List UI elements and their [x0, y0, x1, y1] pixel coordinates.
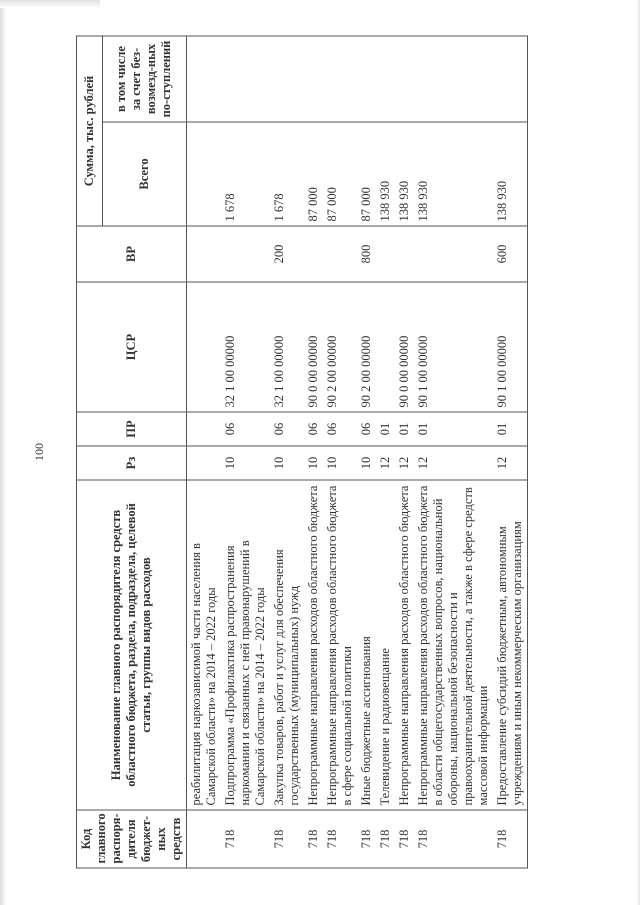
cell-rz: 10	[357, 446, 376, 480]
cell-total: 138 930	[493, 122, 528, 226]
cell-csr: 90 2 00 00000	[323, 282, 357, 412]
cell-pr: 01	[376, 412, 395, 446]
cell-code: 718	[270, 810, 304, 868]
table-row	[395, 36, 414, 868]
col-header-code: Код главного распоря-дителя бюджет-ных средств	[77, 810, 187, 868]
scan-shadow-top	[0, 0, 100, 8]
col-header-sum-group: Сумма, тыс. рублей	[77, 36, 103, 226]
cell-pr	[187, 412, 222, 446]
cell-total: 138 930	[376, 122, 395, 226]
cell-gratis	[187, 36, 222, 122]
cell-rz: 10	[221, 446, 270, 480]
cell-name: Непрограммные направления расходов областного бюджета в области общегосударственных вопросов, национальной обороны, национальной безопасности и правоохранительной деятельности, а также в сфере средств массовой информации	[414, 480, 493, 810]
cell-pr: 06	[323, 412, 357, 446]
cell-code: 718	[376, 810, 395, 868]
table-header-row	[77, 36, 103, 868]
cell-vr: 800	[357, 226, 376, 282]
scan-shadow-right	[636, 0, 640, 905]
cell-name: Предоставление субсидий бюджетным, автономным учреждениям и иным некоммерческим организациям	[493, 480, 528, 810]
cell-code	[187, 810, 222, 868]
cell-pr: 06	[270, 412, 304, 446]
cell-csr: 90 0 00 00000	[304, 282, 323, 412]
table-row	[357, 36, 376, 868]
budget-table	[76, 36, 528, 869]
cell-rz: 10	[323, 446, 357, 480]
cell-csr: 90 1 00 00000	[414, 282, 493, 412]
table-row	[414, 36, 493, 868]
cell-name: Подпрограмма «Профилактика распространения наркомании и связанных с ней правонарушений в Самарской области» на 2014 – 2022 годы	[221, 480, 270, 810]
cell-rz: 12	[395, 446, 414, 480]
cell-code: 718	[323, 810, 357, 868]
cell-csr: 90 1 00 00000	[493, 282, 528, 412]
cell-code: 718	[357, 810, 376, 868]
cell-csr: 90 0 00 00000	[395, 282, 414, 412]
cell-total: 87 000	[357, 122, 376, 226]
cell-total: 1 678	[270, 122, 304, 226]
cell-name: Непрограммные направления расходов областного бюджета в сфере социальной политики	[323, 480, 357, 810]
cell-rz	[187, 446, 222, 480]
col-header-total: Всего	[102, 122, 186, 226]
table-row	[187, 36, 222, 868]
cell-code: 718	[414, 810, 493, 868]
cell-gratis	[221, 36, 270, 122]
cell-vr	[221, 226, 270, 282]
cell-name: реабилитация наркозависимой части населения в Самарской области» на 2014 – 2022 годы	[187, 480, 222, 810]
cell-code: 718	[221, 810, 270, 868]
cell-gratis	[414, 36, 493, 122]
cell-pr: 01	[395, 412, 414, 446]
table-row	[270, 36, 304, 868]
table-row	[376, 36, 395, 868]
cell-code: 718	[395, 810, 414, 868]
col-header-vr: ВР	[77, 226, 187, 282]
cell-vr	[323, 226, 357, 282]
cell-pr: 01	[414, 412, 493, 446]
cell-csr: 90 2 00 00000	[357, 282, 376, 412]
cell-total: 87 000	[304, 122, 323, 226]
cell-vr	[376, 226, 395, 282]
scan-shadow-left	[0, 0, 6, 905]
cell-vr	[187, 226, 222, 282]
cell-code: 718	[304, 810, 323, 868]
cell-total: 138 930	[395, 122, 414, 226]
cell-csr: 32 1 00 00000	[221, 282, 270, 412]
cell-vr	[395, 226, 414, 282]
cell-rz: 10	[270, 446, 304, 480]
table-row	[304, 36, 323, 868]
cell-rz: 12	[493, 446, 528, 480]
cell-rz: 12	[376, 446, 395, 480]
cell-gratis	[376, 36, 395, 122]
cell-name: Непрограммные направления расходов областного бюджета	[304, 480, 323, 810]
page-number: 100	[32, 443, 46, 461]
cell-vr: 200	[270, 226, 304, 282]
table-row	[493, 36, 528, 868]
cell-gratis	[395, 36, 414, 122]
cell-total: 138 930	[414, 122, 493, 226]
col-header-rz: Рз	[77, 446, 187, 480]
cell-total: 87 000	[323, 122, 357, 226]
cell-gratis	[304, 36, 323, 122]
col-header-gratis: в том числе за счет без-возмезд-ных по-ступлений	[102, 36, 186, 122]
cell-name: Непрограммные направления расходов областного бюджета	[395, 480, 414, 810]
cell-pr: 06	[221, 412, 270, 446]
cell-csr	[376, 282, 395, 412]
cell-total: 1 678	[221, 122, 270, 226]
rotated-page	[30, 30, 610, 875]
col-header-name: Наименование главного распорядителя средств областного бюджета, раздела, подраздела, целевой статьи, группы видов расходов	[77, 480, 187, 810]
col-header-pr: ПР	[77, 412, 187, 446]
cell-name: Иные бюджетные ассигнования	[357, 480, 376, 810]
cell-pr: 06	[357, 412, 376, 446]
cell-name: Закупка товаров, работ и услуг для обеспечения государственных (муниципальных) нужд	[270, 480, 304, 810]
table-body	[187, 36, 528, 868]
cell-total	[187, 122, 222, 226]
table-row	[323, 36, 357, 868]
cell-vr	[414, 226, 493, 282]
cell-vr: 600	[493, 226, 528, 282]
cell-name: Телевидение и радиовещание	[376, 480, 395, 810]
cell-pr: 06	[304, 412, 323, 446]
table-row	[221, 36, 270, 868]
cell-code: 718	[493, 810, 528, 868]
col-header-csr: ЦСР	[77, 282, 187, 412]
cell-pr: 01	[493, 412, 528, 446]
cell-csr: 32 1 00 00000	[270, 282, 304, 412]
cell-gratis	[493, 36, 528, 122]
cell-rz: 12	[414, 446, 493, 480]
cell-gratis	[323, 36, 357, 122]
cell-gratis	[270, 36, 304, 122]
cell-vr	[304, 226, 323, 282]
cell-gratis	[357, 36, 376, 122]
cell-rz: 10	[304, 446, 323, 480]
cell-csr	[187, 282, 222, 412]
